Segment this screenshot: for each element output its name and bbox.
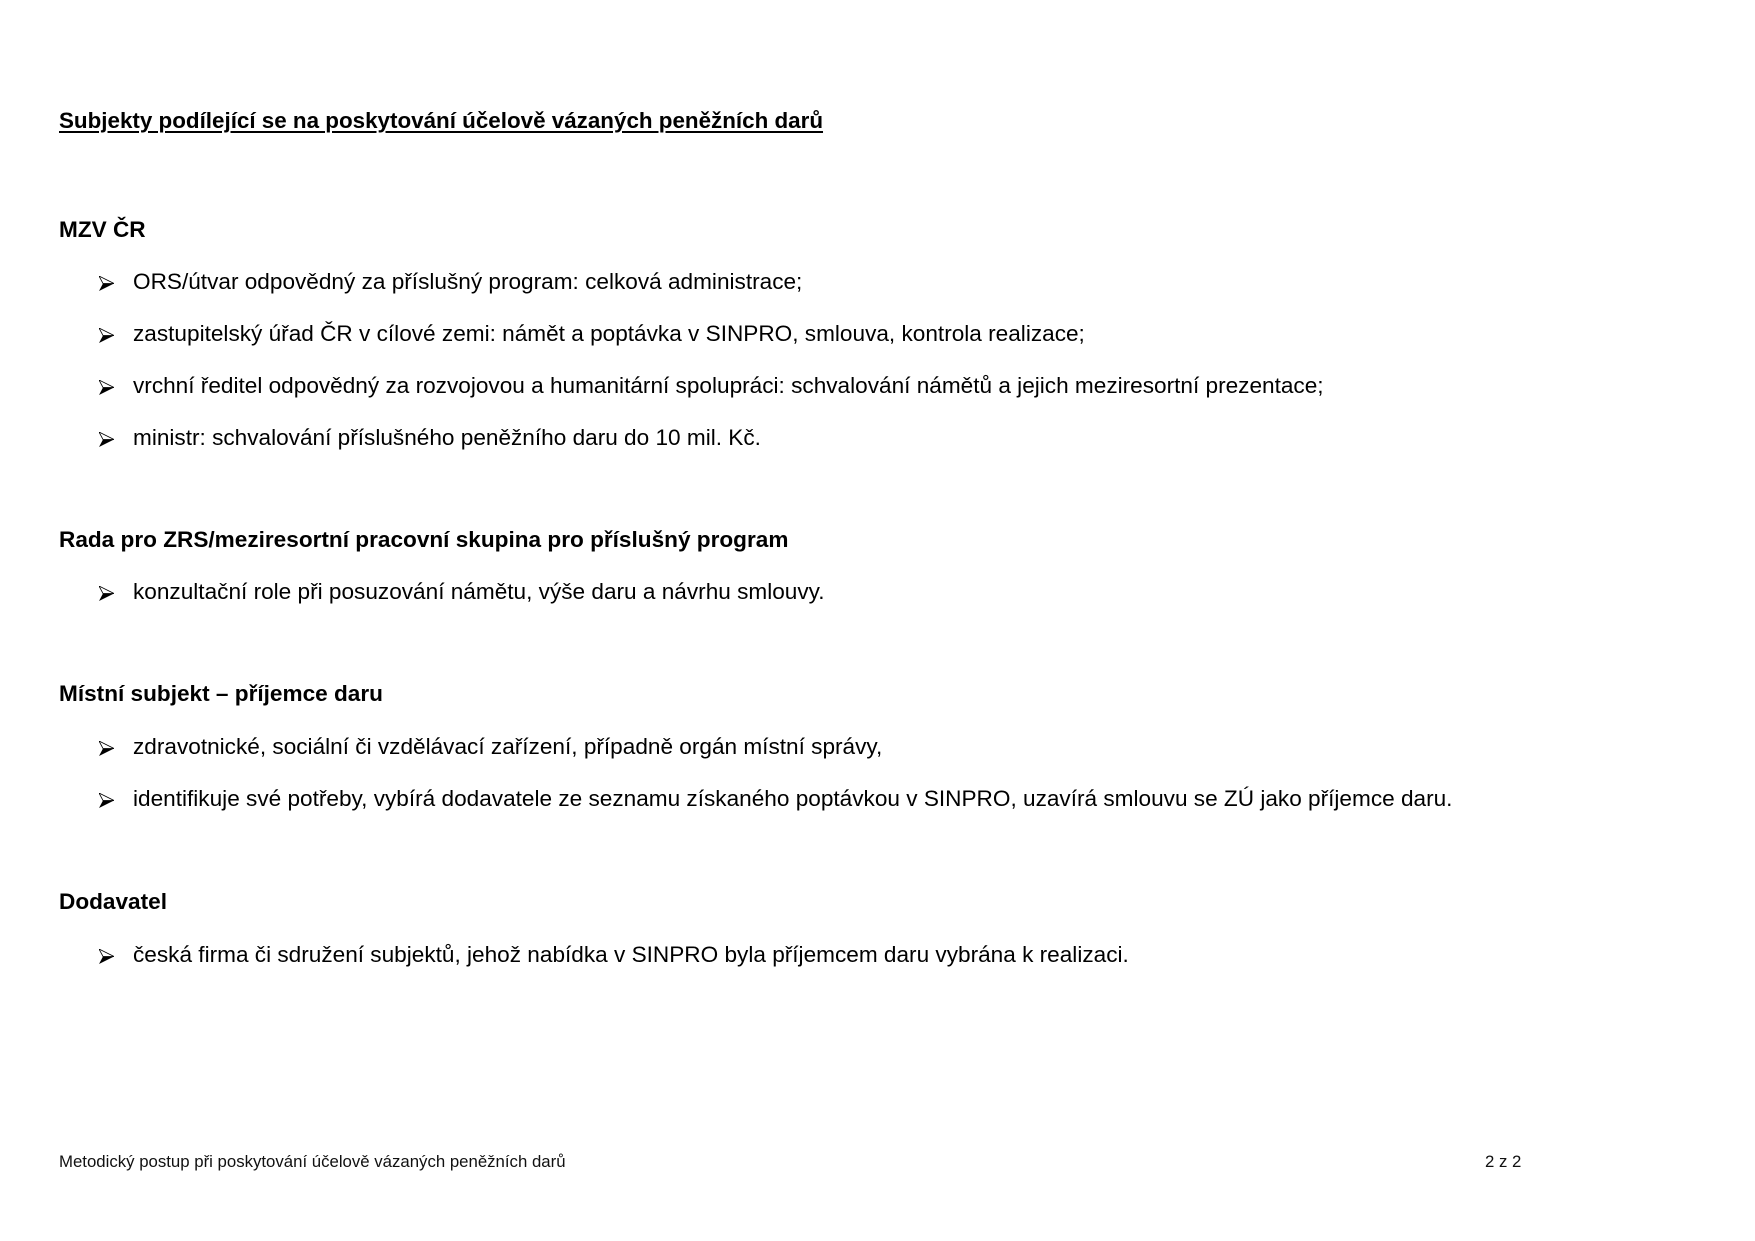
arrowhead-bullet-icon [99, 380, 114, 395]
list-item-text: ministr: schvalování příslušného peněžního daru do 10 mil. Kč. [133, 425, 761, 450]
section-heading-mzv: MZV ČR [59, 217, 146, 242]
arrowhead-bullet-icon [99, 949, 114, 964]
footer-page-number: 2 z 2 [1485, 1152, 1522, 1171]
section-heading-mistni-subjekt: Místní subjekt – příjemce daru [59, 681, 383, 706]
section-heading-dodavatel: Dodavatel [59, 889, 167, 914]
document-title: Subjekty podílející se na poskytování účelově vázaných peněžních darů [59, 108, 824, 133]
list-item-text: zastupitelský úřad ČR v cílové zemi: námět a poptávka v SINPRO, smlouva, kontrola realizace; [133, 321, 1085, 346]
section-heading-rada-zrs: Rada pro ZRS/meziresortní pracovní skupina pro příslušný program [59, 527, 789, 552]
arrowhead-bullet-icon [99, 432, 114, 447]
arrowhead-bullet-icon [99, 586, 114, 601]
list-item-text: konzultační role při posuzování námětu, výše daru a návrhu smlouvy. [133, 579, 825, 604]
list-item-text: identifikuje své potřeby, vybírá dodavatele ze seznamu získaného poptávkou v SINPRO, uzavírá smlouvu se ZÚ jako příjemce daru. [133, 786, 1453, 811]
list-item-text: česká firma či sdružení subjektů, jehož nabídka v SINPRO byla příjemcem daru vybrána k realizaci. [133, 942, 1129, 967]
list-item-text: zdravotnické, sociální či vzdělávací zařízení, případně orgán místní správy, [133, 734, 883, 759]
list-item-text: ORS/útvar odpovědný za příslušný program: celková administrace; [133, 269, 803, 294]
arrowhead-bullet-icon [99, 793, 114, 808]
arrowhead-bullet-icon [99, 741, 114, 756]
footer-document-title: Metodický postup při poskytování účelově vázaných peněžních darů [59, 1152, 566, 1171]
arrowhead-bullet-icon [99, 328, 114, 343]
list-item-text: vrchní ředitel odpovědný za rozvojovou a humanitární spolupráci: schvalování námětů a jejich meziresortní prezentace; [133, 373, 1324, 398]
arrowhead-bullet-icon [99, 276, 114, 291]
